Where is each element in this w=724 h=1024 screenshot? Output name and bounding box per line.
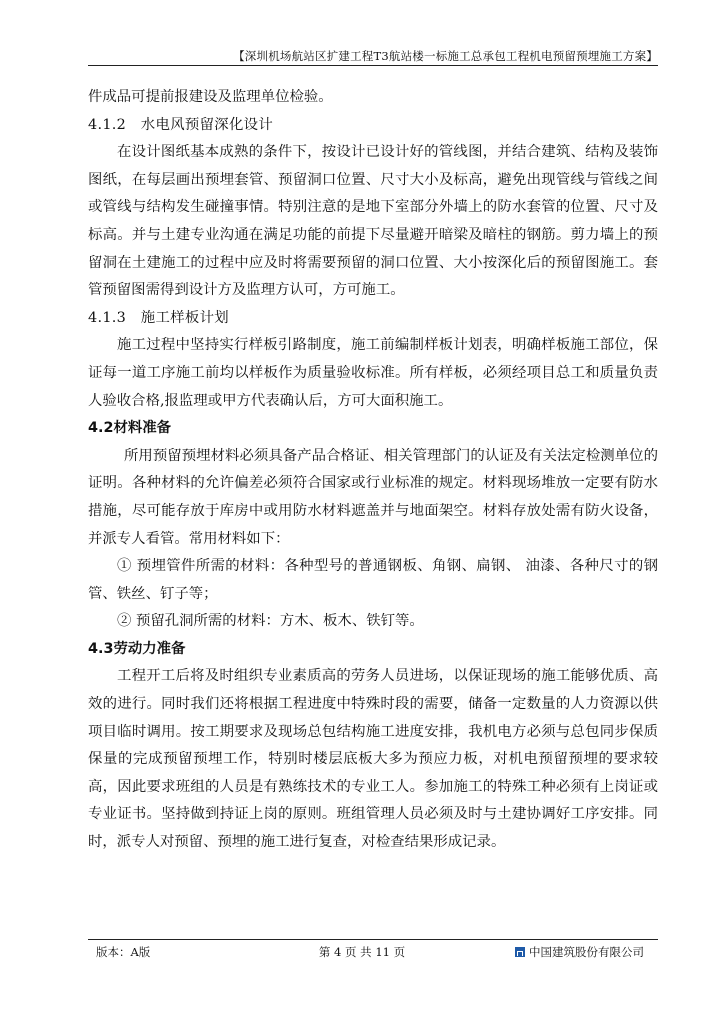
footer-rule [88,939,658,940]
running-header: 【深圳机场航站区扩建工程T3航站楼一标施工总承包工程机电预留预埋施工方案】 [233,49,658,63]
page-number: 第 4 页 共 11 页 [318,945,406,959]
company-footer [515,944,644,960]
section-4-2-paragraph: 所用预留预埋材料必须具备产品合格证、相关管理部门的认证及有关法定检测单位的证明。各种材料的允许偏差必须符合国家或行业标准的规定。材料现场堆放一定要有防水措施，尽可能存放于库房中或用防水材料遮盖并与地面架空。材料存放处需有防火设备，并派专人看管。常用材料如下： [88,447,658,547]
section-4-1-3-heading: 4.1.3 施工样板计划 [88,309,229,326]
cscec-logo-icon [515,947,525,957]
material-item-2: ② 预留孔洞所需的材料：方木、板木、铁钉等。 [117,613,424,630]
section-4-1-2-heading: 4.1.2 水电风预留深化设计 [88,116,274,133]
section-4-1-3-paragraph: 施工过程中坚持实行样板引路制度，施工前编制样板计划表，明确样板施工部位，保证每一道工序施工前均以样板作为质量验收标准。所有样板，必须经项目总工和质量负责人验收合格,报监理或甲方代表确认后，方可大面积施工。 [88,337,658,409]
header-rule [88,65,658,66]
section-4-1-2-paragraph: 在设计图纸基本成熟的条件下，按设计已设计好的管线图，并结合建筑、结构及装饰图纸，在每层画出预埋套管、预留洞口位置、尺寸大小及标高，避免出现管线与管线之间或管线与结构发生碰撞事情。特别注意的是地下室部分外墙上的防水套管的位置、尺寸及标高。并与土建专业沟通在满足功能的前提下尽量避开暗梁及暗柱的钢筋。剪力墙上的预留洞在土建施工的过程中应及时将需要预留的洞口位置、大小按深化后的预留图施工。套管预留图需得到设计方及监理方认可，方可施工。 [88,144,658,299]
section-4-3-heading: 4.3劳动力准备 [88,640,186,657]
section-4-2-heading: 4.2材料准备 [88,420,172,437]
document-body [88,84,658,857]
material-item-1: ① 预埋管件所需的材料：各种型号的普通钢板、角钢、扁钢、 油漆、各种尺寸的钢管、铁丝、钉子等； [88,558,658,602]
version-label: 版本：A版 [96,945,151,959]
company-name: 中国建筑股份有限公司 [529,945,644,959]
paragraph-intro: 件成品可提前报建设及监理单位检验。 [88,89,333,105]
section-4-3-paragraph: 工程开工后将及时组织专业素质高的劳务人员进场，以保证现场的施工能够优质、高效的进行。同时我们还将根据工程进度中特殊时段的需要，储备一定数量的人力资源以供项目临时调用。按工期要求及现场总包结构施工进度安排，我机电方必须与总包同步保质保量的完成预留预埋工作，特别时楼层底板大多为预应力板，对机电预留预埋的要求较高，因此要求班组的人员是有熟练技术的专业工人。参加施工的特殊工种必须有上岗证或专业证书。坚持做到持证上岗的原则。班组管理人员必须及时与土建协调好工序安排。同时，派专人对预留、预埋的施工进行复查，对检查结果形成记录。 [88,668,658,851]
